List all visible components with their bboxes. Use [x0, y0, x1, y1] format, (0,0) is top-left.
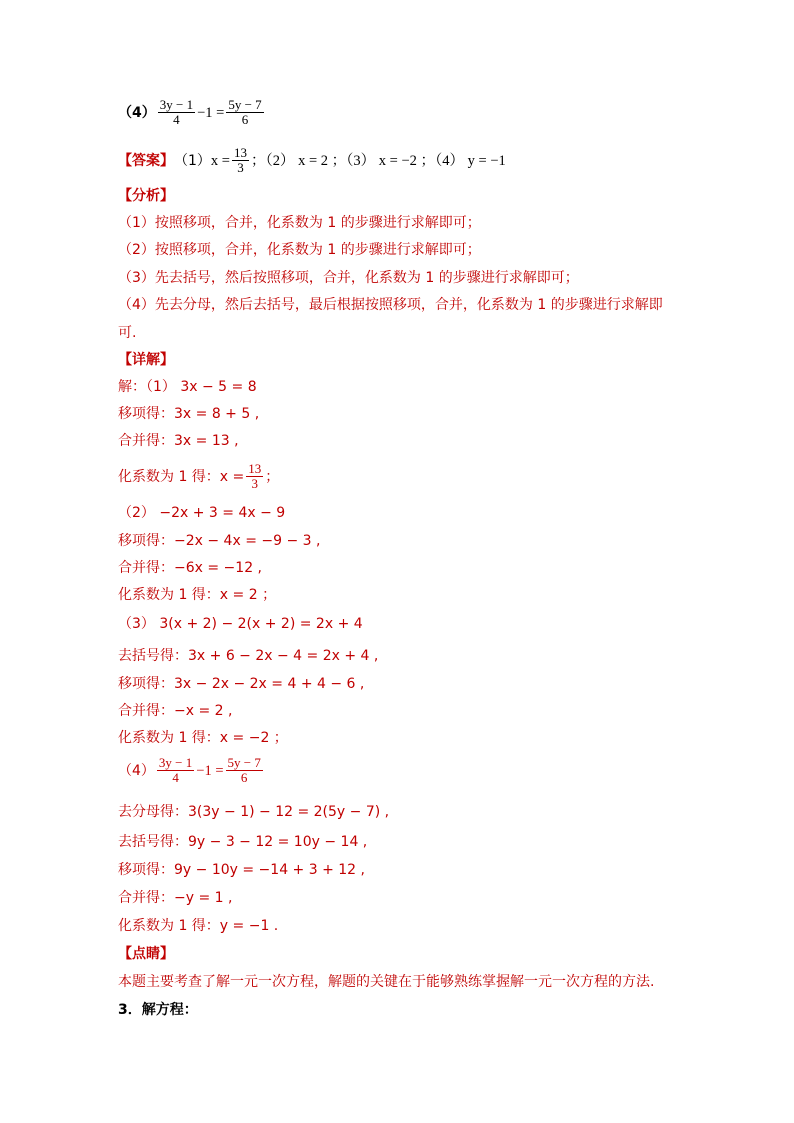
analysis-tag: 【分析】 — [118, 188, 174, 204]
fraction: $\frac{5y - 7}{6}$ — [228, 97, 262, 127]
fraction: $\frac{3y - 1}{4}$ — [159, 97, 194, 127]
solution-step: 合并得：−6x = −12 , — [118, 560, 262, 576]
solution-step: 移项得：−2x − 4x = −9 − 3 , — [118, 533, 321, 549]
next-question-title: 3．解方程： — [118, 1002, 198, 1018]
solution-step-equation: （4） $\frac{3y - 1}{4}$ −1 = $\frac{5y - 7}{6}$ — [118, 755, 261, 785]
solution-step: 移项得：3x − 2x − 2x = 4 + 4 − 6 , — [118, 676, 365, 692]
solution-step: 移项得：3x = 8 + 5 , — [118, 406, 260, 422]
question-4-label: （4） — [118, 104, 156, 121]
solution-step: （2） −2x + 3 = 4x − 9 — [118, 505, 286, 521]
solution-step: 合并得：−y = 1 , — [118, 890, 233, 906]
answer-line: 【答案】 （1） x = $\frac{13}{3}$ ；（2） x = 2 ；（3） x = −2 ；（4） y = −1 — [118, 145, 506, 175]
comment-text: 本题主要考查了解一元一次方程，解题的关键在于能够熟练掌握解一元一次方程的方法. — [118, 974, 655, 990]
solution-step: 去括号得：3x + 6 − 2x − 4 = 2x + 4 , — [118, 648, 379, 664]
comment-tag: 【点睛】 — [118, 946, 174, 962]
analysis-line: （2）按照移项，合并，化系数为 1 的步骤进行求解即可； — [118, 242, 481, 258]
solution-step: 合并得：−x = 2 , — [118, 703, 233, 719]
solution-step: 化系数为 1 得：x = 2 ； — [118, 587, 277, 603]
answer-tag: 【答案】 — [118, 152, 174, 169]
solution-step: 合并得：3x = 13 , — [118, 433, 239, 449]
solution-step: 去分母得：3(3y − 1) − 12 = 2(5y − 7) , — [118, 804, 390, 820]
fraction: $\frac{5y - 7}{6}$ — [227, 755, 261, 785]
fraction: $\frac{13}{3}$ — [248, 461, 262, 491]
solution-step: 去括号得：9y − 3 − 12 = 10y − 14 , — [118, 834, 368, 850]
fraction: $\frac{13}{3}$ — [233, 145, 247, 175]
analysis-line: （4）先去分母，然后去括号，最后根据按照移项，合并，化系数为 1 的步骤进行求解即 — [118, 297, 663, 313]
solution-step: 化系数为 1 得：y = −1 . — [118, 918, 279, 934]
question-4-equation: （4） $\frac{3y - 1}{4}$ −1 = $\frac{5y - 7}{6}$ — [118, 97, 262, 127]
detail-tag: 【详解】 — [118, 352, 174, 368]
solution-step: 化系数为 1 得：x = −2 ； — [118, 730, 288, 746]
analysis-line: （3）先去括号，然后按照移项，合并，化系数为 1 的步骤进行求解即可； — [118, 270, 579, 286]
analysis-line: （1）按照移项，合并，化系数为 1 的步骤进行求解即可； — [118, 215, 481, 231]
solution-step: 移项得：9y − 10y = −14 + 3 + 12 , — [118, 862, 365, 878]
analysis-line: 可. — [118, 325, 137, 341]
fraction: $\frac{3y - 1}{4}$ — [158, 755, 193, 785]
solution-step: 解：（1） 3x − 5 = 8 — [118, 379, 257, 395]
solution-step: （3） 3(x + 2) − 2(x + 2) = 2x + 4 — [118, 616, 363, 632]
solution-step: 化系数为 1 得：x = $\frac{13}{3}$ ； — [118, 461, 280, 491]
